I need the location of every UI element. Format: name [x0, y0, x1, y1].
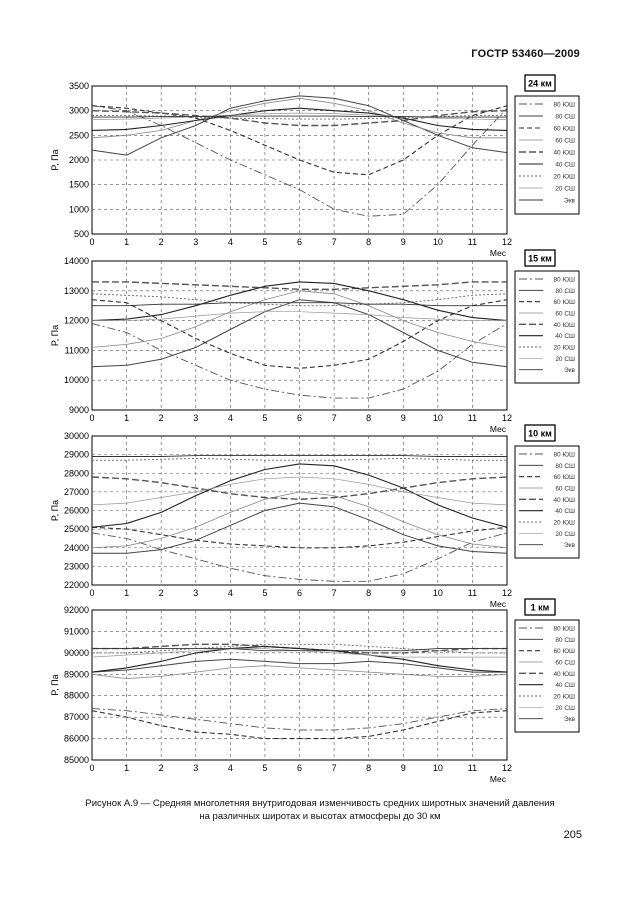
x-tick-label: 5 [262, 763, 268, 773]
legend-entry: 60 ЮШ [553, 474, 575, 482]
figure-caption [40, 797, 600, 823]
x-tick-label: 2 [158, 763, 164, 773]
chart-4 [50, 599, 579, 784]
y-tick-label: 14000 [63, 256, 89, 266]
legend-entry: 40 ЮШ [553, 496, 575, 504]
legend-entry: 80 ЮШ [553, 101, 575, 109]
x-tick-label: 7 [331, 588, 337, 598]
caption-line-1: Рисунок А.9 — Средняя многолетняя внутригодовая изменчивость средних широтных значений давления [85, 798, 555, 809]
legend-entry: 80 ЮШ [553, 625, 575, 633]
x-tick-label: 3 [193, 413, 199, 423]
y-tick-label: 2500 [68, 130, 89, 141]
legend [515, 620, 579, 732]
y-axis-label: P, Па [50, 149, 60, 171]
legend-entry: 20 СШ [555, 355, 575, 363]
x-tick-label: 11 [467, 413, 478, 423]
x-tick-label: 10 [432, 588, 443, 598]
legend-entry: Экв [564, 367, 575, 375]
legend-entry: 80 ЮШ [553, 276, 575, 284]
y-tick-label: 23000 [63, 561, 89, 572]
legend-entry: 60 ЮШ [553, 125, 575, 133]
chart-2 [50, 250, 579, 434]
legend [515, 96, 579, 214]
x-tick-label: 12 [501, 763, 513, 773]
x-tick-label: 9 [400, 237, 406, 247]
y-tick-label: 30000 [63, 431, 89, 441]
x-tick-label: 11 [467, 763, 478, 773]
legend-entry: 20 ЮШ [553, 173, 575, 181]
x-tick-label: 8 [366, 588, 372, 598]
x-tick-label: 4 [227, 413, 233, 423]
x-tick-label: 9 [400, 588, 406, 598]
legend-entry: 40 СШ [555, 333, 575, 341]
legend-entry: 20 ЮШ [553, 693, 575, 701]
legend-entry: 40 ЮШ [553, 670, 575, 678]
x-tick-label: 6 [296, 237, 303, 247]
y-tick-label: 29000 [63, 449, 89, 460]
x-axis-label: Мес [489, 774, 506, 784]
y-axis-label: P, Па [50, 324, 60, 347]
x-axis-label: Мес [489, 248, 506, 258]
y-tick-label: 28000 [63, 468, 89, 479]
y-tick-label: 90000 [63, 647, 89, 658]
legend-entry: 20 СШ [555, 704, 575, 712]
standard-header: ГОСТР 53460—2009 [471, 48, 580, 60]
x-tick-label: 1 [124, 588, 130, 598]
y-tick-label: 11000 [64, 345, 89, 356]
x-tick-label: 4 [227, 237, 233, 247]
y-tick-label: 91000 [63, 626, 89, 637]
x-tick-label: 10 [432, 237, 443, 247]
legend-entry: 80 ЮШ [553, 451, 575, 459]
x-tick-label: 3 [193, 588, 199, 598]
legend-entry: 20 ЮШ [553, 519, 575, 527]
y-axis-label: P, Па [50, 499, 60, 522]
y-tick-label: 26000 [63, 505, 89, 516]
y-tick-label: 85000 [63, 755, 89, 765]
legend-entry: 80 СШ [555, 287, 575, 295]
x-tick-label: 0 [89, 237, 95, 247]
page-number: 205 [563, 829, 582, 841]
x-tick-label: 1 [124, 237, 130, 247]
x-tick-label: 5 [262, 413, 268, 423]
chart-3 [50, 425, 579, 609]
y-tick-label: 10000 [63, 375, 89, 386]
legend-entry: 40 СШ [555, 161, 575, 169]
x-tick-label: 6 [296, 588, 303, 598]
legend-entry: 40 СШ [555, 682, 575, 690]
legend-entry: 60 СШ [555, 310, 575, 318]
y-tick-label: 3500 [68, 81, 89, 91]
x-tick-label: 7 [331, 763, 337, 773]
y-tick-label: 13000 [63, 285, 89, 296]
x-tick-label: 11 [467, 588, 478, 598]
legend-entry: 40 ЮШ [553, 321, 575, 329]
x-tick-label: 6 [296, 413, 303, 423]
legend-entry: 60 ЮШ [553, 299, 575, 307]
x-tick-label: 0 [89, 588, 95, 598]
x-tick-label: 2 [158, 588, 164, 598]
legend-entry: 60 СШ [555, 137, 575, 145]
y-tick-label: 3000 [68, 105, 89, 116]
x-tick-label: 4 [227, 763, 233, 773]
y-tick-label: 24000 [63, 542, 89, 553]
y-tick-label: 9000 [68, 405, 89, 415]
x-tick-label: 3 [193, 237, 199, 247]
legend [515, 446, 579, 558]
legend-entry: 20 ЮШ [553, 344, 575, 352]
x-tick-label: 3 [193, 763, 199, 773]
chart-title: 15 км [528, 253, 552, 264]
legend-entry: 80 СШ [555, 113, 575, 121]
legend-entry: Экв [564, 716, 575, 724]
x-axis-label: Мес [489, 599, 506, 609]
x-tick-label: 0 [89, 763, 95, 773]
legend-entry: 40 ЮШ [553, 149, 575, 157]
legend-entry: 20 СШ [555, 530, 575, 538]
y-tick-label: 12000 [63, 315, 89, 326]
chart-1 [50, 75, 579, 258]
legend-entry: 60 ЮШ [553, 648, 575, 656]
legend-entry: 60 СШ [555, 485, 575, 493]
legend-entry: Экв [564, 197, 575, 205]
x-tick-label: 0 [89, 413, 95, 423]
y-tick-label: 500 [73, 229, 89, 239]
x-tick-label: 12 [501, 413, 513, 423]
x-axis-label: Мес [489, 424, 506, 434]
chart-title: 1 км [530, 602, 550, 613]
x-tick-label: 5 [262, 588, 268, 598]
legend-entry: 80 СШ [555, 636, 575, 644]
x-tick-label: 10 [432, 413, 443, 423]
y-tick-label: 92000 [63, 605, 89, 615]
x-tick-label: 8 [366, 237, 372, 247]
chart-title: 24 км [528, 78, 552, 89]
x-tick-label: 4 [227, 588, 233, 598]
x-tick-label: 1 [124, 763, 130, 773]
y-tick-label: 27000 [63, 486, 89, 497]
y-axis-label: P, Па [50, 674, 60, 696]
y-tick-label: 88000 [63, 690, 89, 701]
x-tick-label: 8 [366, 413, 372, 423]
y-tick-label: 1000 [68, 204, 89, 215]
y-tick-label: 89000 [63, 669, 89, 680]
x-tick-label: 11 [467, 237, 478, 247]
legend-entry: Экв [564, 542, 575, 550]
legend-entry: 80 СШ [555, 462, 575, 470]
legend-entry: 60 СШ [555, 659, 575, 667]
x-tick-label: 12 [501, 588, 513, 598]
x-tick-label: 2 [158, 237, 164, 247]
x-tick-label: 9 [400, 763, 406, 773]
legend [515, 271, 579, 383]
legend-entry: 40 СШ [555, 508, 575, 516]
y-tick-label: 25000 [63, 524, 89, 535]
y-tick-label: 2000 [68, 155, 89, 165]
chart-title: 10 км [528, 428, 552, 439]
y-tick-label: 1500 [68, 179, 89, 190]
x-tick-label: 7 [331, 237, 337, 247]
x-tick-label: 6 [296, 763, 303, 773]
x-tick-label: 5 [262, 237, 268, 247]
x-tick-label: 1 [124, 413, 130, 423]
y-tick-label: 86000 [63, 733, 89, 744]
x-tick-label: 9 [400, 413, 406, 423]
caption-line-2: на различных широтах и высотах атмосферы до 30 км [199, 811, 441, 822]
y-tick-label: 22000 [63, 580, 89, 590]
y-tick-label: 87000 [63, 712, 89, 723]
x-tick-label: 10 [432, 763, 443, 773]
x-tick-label: 7 [331, 413, 337, 423]
legend-entry: 20 СШ [555, 185, 575, 193]
x-tick-label: 12 [501, 237, 513, 247]
x-tick-label: 8 [366, 763, 372, 773]
x-tick-label: 2 [158, 413, 164, 423]
